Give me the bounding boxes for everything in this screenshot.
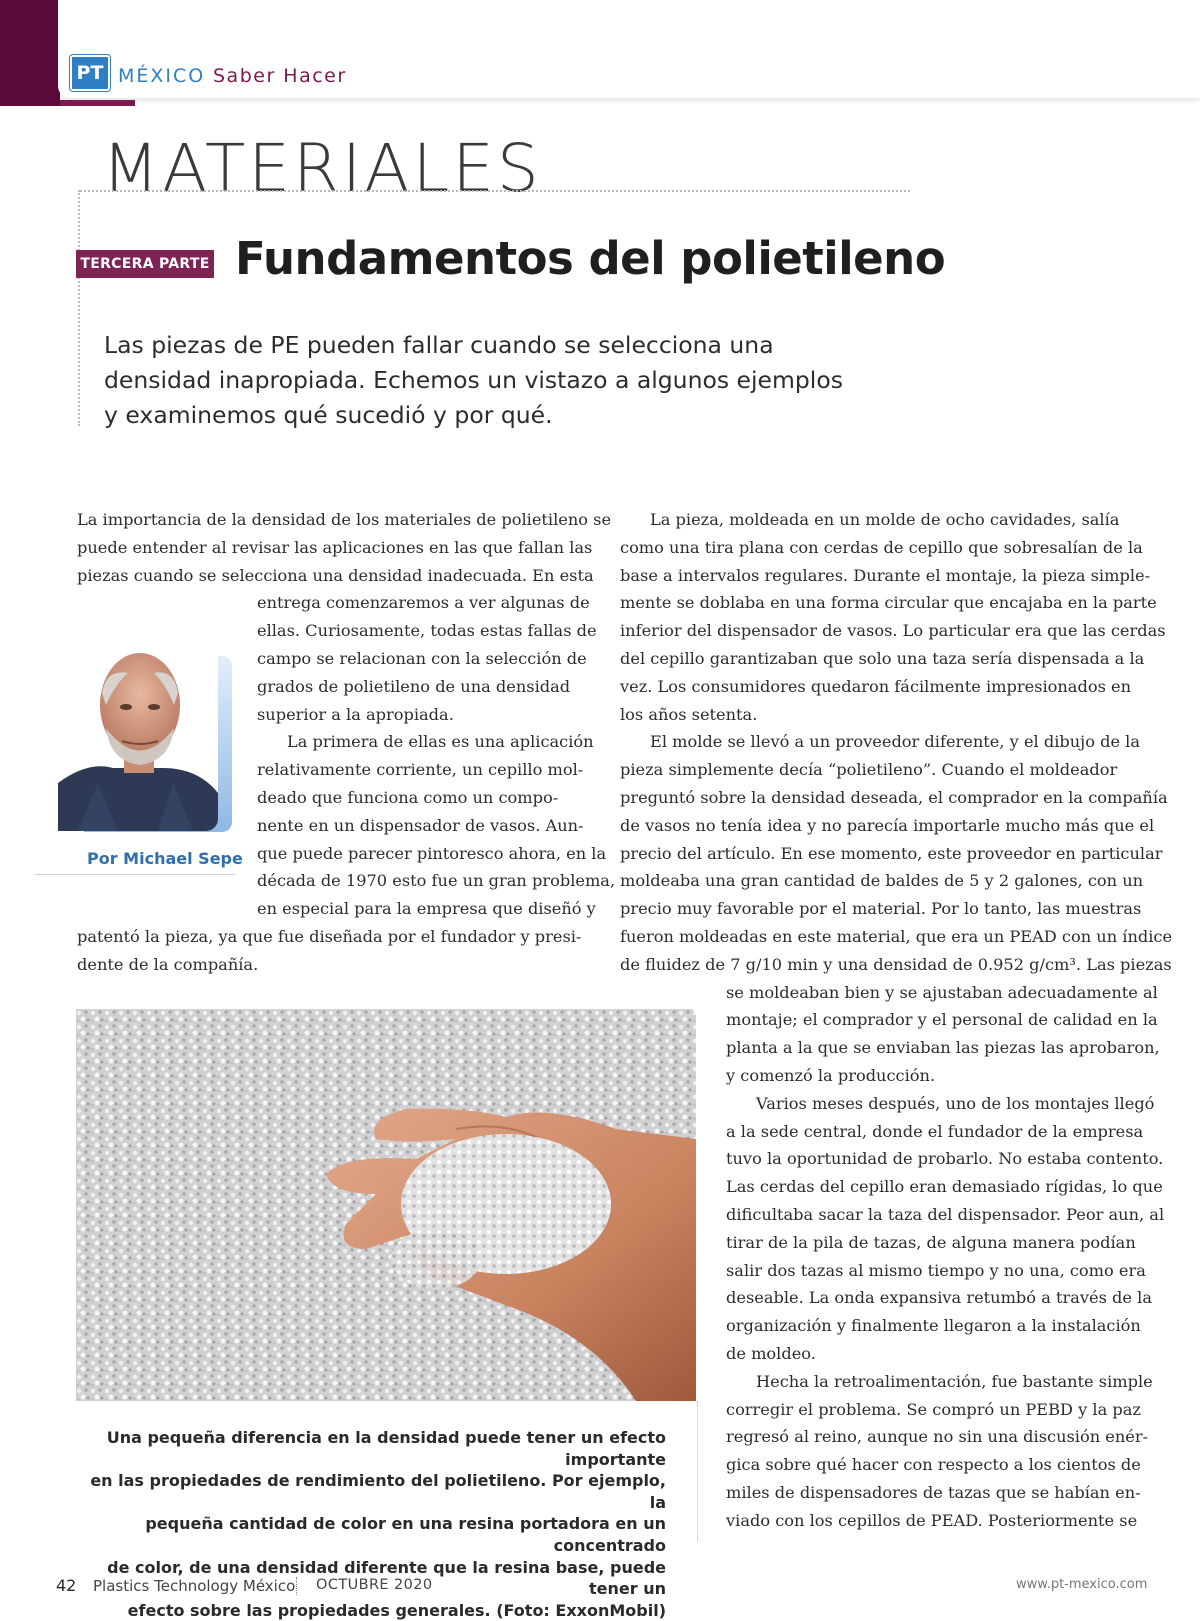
body-line: montaje; el comprador y el personal de calidad en la xyxy=(726,1010,1158,1030)
article-title: Fundamentos del polietileno xyxy=(235,232,946,285)
deck-line: densidad inapropiada. Echemos un vistazo a algunos ejemplos xyxy=(104,366,843,394)
body-line: El molde se llevó a un proveedor diferente, y el dibujo de la xyxy=(650,732,1141,752)
author-byline: Por Michael Sepe xyxy=(87,849,243,868)
body-line: los años setenta. xyxy=(620,704,758,724)
body-line: miles de dispensadores de tazas que se habían en- xyxy=(726,1482,1141,1502)
body-line: piezas cuando se selecciona una densidad inadecuada. En esta xyxy=(77,565,594,585)
body-line: organización y finalmente llegaron a la instalación xyxy=(726,1316,1141,1336)
caption-line: en las propiedades de rendimiento del polietileno. Por ejemplo, la xyxy=(90,1471,666,1512)
body-line: planta a la que se enviaban las piezas las aprobaron, xyxy=(726,1038,1160,1058)
body-line: se moldeaban bien y se ajustaban adecuadamente al xyxy=(726,982,1158,1002)
body-line: tirar de la pila de tazas, de alguna manera podían xyxy=(726,1232,1136,1252)
caption-line: pequeña cantidad de color en una resina portadora en un concentrado xyxy=(145,1514,666,1555)
body-line: grados de polietileno de una densidad xyxy=(257,676,571,696)
header-maroon-tab xyxy=(0,0,60,106)
body-line: campo se relacionan con la selección de xyxy=(257,648,587,668)
section-title: MATERIALES xyxy=(102,130,542,207)
caption-rule xyxy=(697,1401,698,1541)
body-line: moldeaba una gran cantidad de baldes de 5 y 2 galones, con un xyxy=(620,871,1144,891)
deck-line: Las piezas de PE pueden fallar cuando se selecciona una xyxy=(104,331,774,359)
body-line: como una tira plana con cerdas de cepillo que sobresalían de la xyxy=(620,537,1143,557)
body-line: dente de la compañía. xyxy=(77,954,259,974)
article-deck xyxy=(104,328,864,433)
body-line: ellas. Curiosamente, todas estas fallas de xyxy=(257,621,597,641)
footer-issue: OCTUBRE 2020 xyxy=(316,1577,433,1593)
body-line: y comenzó la producción. xyxy=(726,1065,936,1085)
body-line: superior a la apropiada. xyxy=(257,704,454,724)
title-divider xyxy=(80,190,910,192)
body-line: deseable. La onda expansiva retumbó a través de la xyxy=(726,1288,1152,1308)
hand-holding-pellets-icon xyxy=(76,1009,696,1401)
body-line: a la sede central, donde el fundador de la empresa xyxy=(726,1121,1144,1141)
body-line: de vasos no tenía idea y no parecía importarle mucho más que el xyxy=(620,815,1155,835)
body-line: Las cerdas del cepillo eran demasiado rígidas, lo que xyxy=(726,1177,1163,1197)
title-vertical-rule xyxy=(78,190,80,426)
body-line: pieza simplemente decía “polietileno”. Cuando el moldeador xyxy=(620,760,1118,780)
body-line: La pieza, moldeada en un molde de ocho cavidades, salía xyxy=(650,510,1120,529)
page-number: 42 xyxy=(56,1576,77,1595)
header-section: Saber Hacer xyxy=(213,65,347,87)
body-line: deado que funciona como un compo- xyxy=(257,787,559,807)
body-line: precio muy favorable por el material. Por lo tanto, las muestras xyxy=(620,899,1142,919)
body-line: que puede parecer pintoresco ahora, en la xyxy=(257,843,607,863)
body-line: base a intervalos regulares. Durante el montaje, la pieza simple- xyxy=(620,565,1151,585)
body-line: patentó la pieza, ya que fue diseñada por el fundador y presi- xyxy=(77,926,582,946)
body-line: tuvo la oportunidad de probarlo. No estaba contento. xyxy=(726,1149,1164,1169)
body-line: entrega comenzaremos a ver algunas de xyxy=(257,593,590,613)
body-line: de fluidez de 7 g/10 min y una densidad de 0.952 g/cm³. Las piezas xyxy=(620,954,1172,974)
header-country: MÉXICO xyxy=(118,65,206,87)
pt-logo: PT xyxy=(70,55,110,91)
body-line: del cepillo garantizaban que solo una taza sería dispensada a la xyxy=(620,648,1145,668)
body-line: dificultaba sacar la taza del dispensador. Peor aun, al xyxy=(726,1204,1165,1224)
header-accent-underline xyxy=(60,100,135,106)
body-line: relativamente corriente, un cepillo mol- xyxy=(257,760,584,780)
footer-separator xyxy=(296,1577,297,1595)
caption-line: efecto sobre las propiedades generales. (Foto: ExxonMobil) xyxy=(127,1600,666,1620)
deck-line: y examinemos qué sucedió y por qué. xyxy=(104,401,553,429)
body-line: fueron moldeadas en este material, que era un PEAD con un índice xyxy=(620,926,1173,946)
body-line: Hecha la retroalimentación, fue bastante simple xyxy=(756,1371,1153,1391)
body-column-2 xyxy=(620,506,1172,1534)
body-line: regresó al reino, aunque no sin una discusión enér- xyxy=(726,1427,1149,1447)
part-badge: TERCERA PARTE xyxy=(76,250,214,278)
caption-line: Una pequeña diferencia en la densidad puede tener un efecto importante xyxy=(106,1428,666,1469)
body-line: nente en un dispensador de vasos. Aun- xyxy=(257,815,584,835)
author-portrait-icon xyxy=(58,633,218,831)
body-line: Varios meses después, uno de los montajes llegó xyxy=(756,1093,1155,1113)
body-line: preguntó sobre la densidad deseada, el comprador en la compañía xyxy=(620,787,1168,807)
body-line: mente se doblaba en una forma circular que encajaba en la parte xyxy=(620,593,1157,613)
caption-line: de color, de una densidad diferente que la resina base, puede tener un xyxy=(107,1557,666,1599)
footer-url-link[interactable]: www.pt-mexico.com xyxy=(1016,1577,1148,1592)
body-line: viado con los cepillos de PEAD. Posteriormente se xyxy=(726,1510,1138,1530)
body-line: La primera de ellas es una aplicación xyxy=(287,732,594,752)
body-line: en especial para la empresa que diseñó y xyxy=(257,899,596,919)
body-line: década de 1970 esto fue un gran problema, xyxy=(257,871,616,891)
body-line: precio del artículo. En ese momento, este proveedor en particular xyxy=(620,843,1163,863)
body-line: La importancia de la densidad de los materiales de polietileno se xyxy=(77,510,612,529)
body-line: salir dos tazas al mismo tiempo y no una, como era xyxy=(726,1260,1146,1280)
body-line: gica sobre qué hacer con respecto a los cientos de xyxy=(726,1455,1141,1475)
body-line: corregir el problema. Se compró un PEBD y la paz xyxy=(726,1399,1141,1419)
body-line: vez. Los consumidores quedaron fácilmente impresionados en xyxy=(620,676,1132,696)
body-line: inferior del dispensador de vasos. Lo particular era que las cerdas xyxy=(620,621,1166,641)
body-line: de moldeo. xyxy=(726,1343,816,1363)
footer-publication: Plastics Technology México xyxy=(93,1577,296,1595)
body-line: puede entender al revisar las aplicaciones en las que fallan las xyxy=(77,537,593,557)
author-caption-rule xyxy=(35,874,235,875)
